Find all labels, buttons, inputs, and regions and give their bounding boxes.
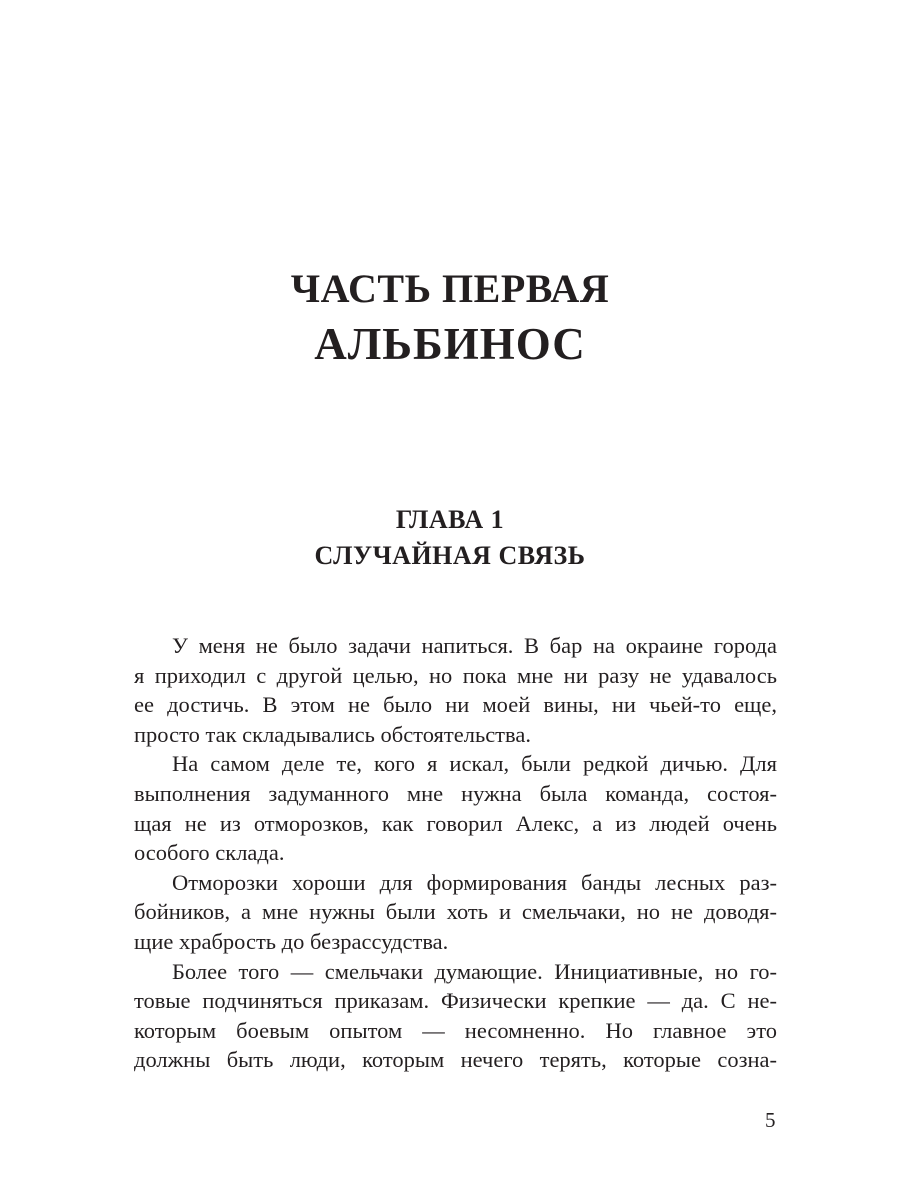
part-name: АЛЬБИНОС: [314, 319, 586, 369]
paragraph: [134, 957, 777, 1075]
text-line: бойников, а мне нужны были хоть и смельчаки, но не доводя-: [134, 899, 777, 925]
paragraph: [134, 631, 777, 749]
chapter-heading: [0, 502, 900, 574]
text-line: Более того — смельчаки думающие. Инициативные, но го-: [172, 958, 777, 984]
text-line: щая не из отморозков, как говорил Алекс, а из людей очень: [134, 810, 777, 836]
text-line: особого склада.: [134, 840, 285, 866]
paragraph: [134, 868, 777, 957]
text-line: должны быть люди, которым нечего терять, которые созна-: [134, 1047, 777, 1073]
part-heading: [0, 262, 900, 372]
text-line: У меня не было задачи напиться. В бар на окраине города: [172, 633, 777, 658]
text-line: Отморозки хороши для формирования банды лесных раз-: [172, 869, 777, 895]
text-line: щие храбрость до безрассудства.: [134, 928, 449, 954]
body-text: [134, 631, 777, 1075]
chapter-number: ГЛАВА 1: [395, 505, 505, 534]
page-number: 5: [765, 1108, 776, 1132]
text-line: просто так складывались обстоятельства.: [134, 721, 531, 747]
text-line: товые подчиняться приказам. Физически крепкие — да. С не-: [134, 988, 777, 1014]
text-line: которым боевым опытом — несомненно. Но главное это: [134, 1017, 777, 1043]
text-line: На самом деле те, кого я искал, были редкой дичью. Для: [172, 751, 777, 777]
chapter-title: СЛУЧАЙНАЯ СВЯЗЬ: [314, 541, 586, 570]
paragraph: [134, 749, 777, 867]
part-title: ЧАСТЬ ПЕРВАЯ: [290, 266, 610, 311]
text-line: я приходил с другой целью, но пока мне ни разу не удавалось: [134, 662, 777, 688]
text-line: выполнения задуманного мне нужна была команда, состоя-: [134, 780, 777, 806]
text-line: ее достичь. В этом не было ни моей вины, ни чьей-то еще,: [134, 692, 777, 718]
